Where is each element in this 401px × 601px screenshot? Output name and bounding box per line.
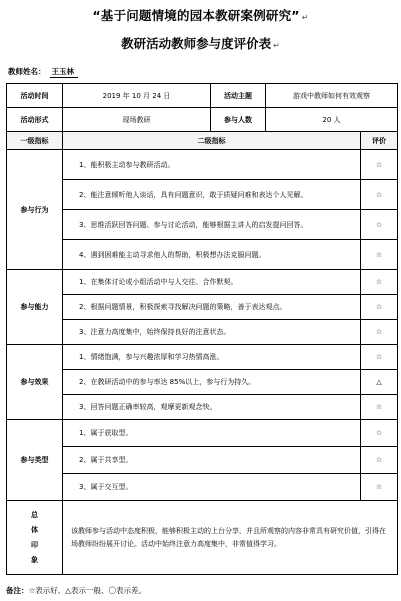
criterion-text: 1、在集体讨论或小组活动中与人交往、合作默契。 [63, 270, 361, 295]
activity-time-label: 活动时间 [7, 84, 63, 108]
rating-mark: ☆ [361, 240, 398, 270]
section-name: 参与效果 [7, 345, 63, 420]
header-rating: 评价 [361, 132, 398, 150]
rating-mark: ☆ [361, 420, 398, 447]
activity-time-value: 2019 年 10 月 24 日 [63, 84, 211, 108]
rating-mark: ☆ [361, 474, 398, 501]
criterion-text: 2、能注意倾听他人谈话，具有问题意识，敢于质疑问难和表达个人见解。 [63, 180, 361, 210]
table-row [7, 395, 398, 420]
criterion-text: 2、在教研活动中的参与率达 85%以上，参与行为持久。 [63, 370, 361, 395]
activity-theme-label: 活动主题 [211, 84, 266, 108]
criterion-text: 2、根据问题情景，积极探索寻找解决问题的策略，善于表达观点。 [63, 295, 361, 320]
rating-mark: ☆ [361, 320, 398, 345]
table-row [7, 345, 398, 370]
criterion-text: 3、注意力高度集中，始终保持良好的注意状态。 [63, 320, 361, 345]
rating-mark: ☆ [361, 447, 398, 474]
table-row [7, 150, 398, 180]
footnote-text: ☆表示好、△表示一般、〇表示差。 [28, 586, 146, 595]
criterion-text: 3、思维活跃回答问题、参与讨论活动，能够根据主讲人的启发提问回答。 [63, 210, 361, 240]
document-subtitle: 教研活动教师参与度评价表 ↵ [121, 36, 280, 51]
table-row [7, 295, 398, 320]
table-row [7, 270, 398, 295]
table-row [7, 447, 398, 474]
overall-impression-row [7, 501, 398, 575]
teacher-name-value: 王玉林 [50, 66, 79, 78]
criterion-text: 1、能积极主动参与教研活动。 [63, 150, 361, 180]
info-row-2 [7, 108, 398, 132]
table-row [7, 474, 398, 501]
participant-count-value: 20 人 [266, 108, 398, 132]
criterion-text: 2、属于共享型。 [63, 447, 361, 474]
criterion-text: 1、属于获取型。 [63, 420, 361, 447]
activity-theme-value: 游戏中教师如何有效观察 [266, 84, 398, 108]
section-name: 参与能力 [7, 270, 63, 345]
rating-mark: ☆ [361, 150, 398, 180]
rating-mark: ☆ [361, 395, 398, 420]
column-header-row [7, 132, 398, 150]
table-row [7, 180, 398, 210]
overall-label-char: 印 [31, 540, 38, 549]
overall-label-char: 体 [31, 525, 38, 534]
header-level1: 一级指标 [7, 132, 63, 150]
overall-label-char: 象 [31, 555, 38, 564]
evaluation-table [6, 83, 398, 575]
rating-mark: △ [361, 370, 398, 395]
footnote-label: 备注： [6, 586, 29, 595]
criterion-text: 1、情绪饱满，参与兴趣浓厚和学习热情高涨。 [63, 345, 361, 370]
header-level2: 二级指标 [63, 132, 361, 150]
participant-count-label: 参与人数 [211, 108, 266, 132]
rating-mark: ☆ [361, 270, 398, 295]
activity-form-label: 活动形式 [7, 108, 63, 132]
teacher-name-line [8, 66, 78, 78]
activity-form-value: 现场教研 [63, 108, 211, 132]
criterion-text: 3、属于交互型。 [63, 474, 361, 501]
rating-mark: ☆ [361, 295, 398, 320]
overall-impression-label [7, 501, 63, 575]
table-row [7, 240, 398, 270]
table-row [7, 320, 398, 345]
rating-mark: ☆ [361, 345, 398, 370]
document-title: “基于问题情境的园本教研案例研究” ↵ [92, 8, 309, 23]
table-row [7, 370, 398, 395]
overall-label-char: 总 [31, 510, 38, 519]
rating-mark: ☆ [361, 210, 398, 240]
footnote [6, 585, 146, 596]
table-row [7, 420, 398, 447]
section-name: 参与类型 [7, 420, 63, 501]
teacher-name-label: 教师姓名： [8, 67, 46, 76]
criterion-text: 4、遇到困难能主动寻求他人的帮助，积极想办法克服问题。 [63, 240, 361, 270]
info-row-1 [7, 84, 398, 108]
rating-mark: ☆ [361, 180, 398, 210]
section-name: 参与行为 [7, 150, 63, 270]
criterion-text: 3、回答问题正确率较高，观摩更新观念快。 [63, 395, 361, 420]
table-row [7, 210, 398, 240]
overall-impression-text: 该教师参与活动中态度积极，能够积极主动的上台分享，并且所观察的内容非常具有研究价值，引得在场教师纷纷展开讨论。活动中始终注意力高度集中，非常值得学习。 [63, 501, 398, 575]
